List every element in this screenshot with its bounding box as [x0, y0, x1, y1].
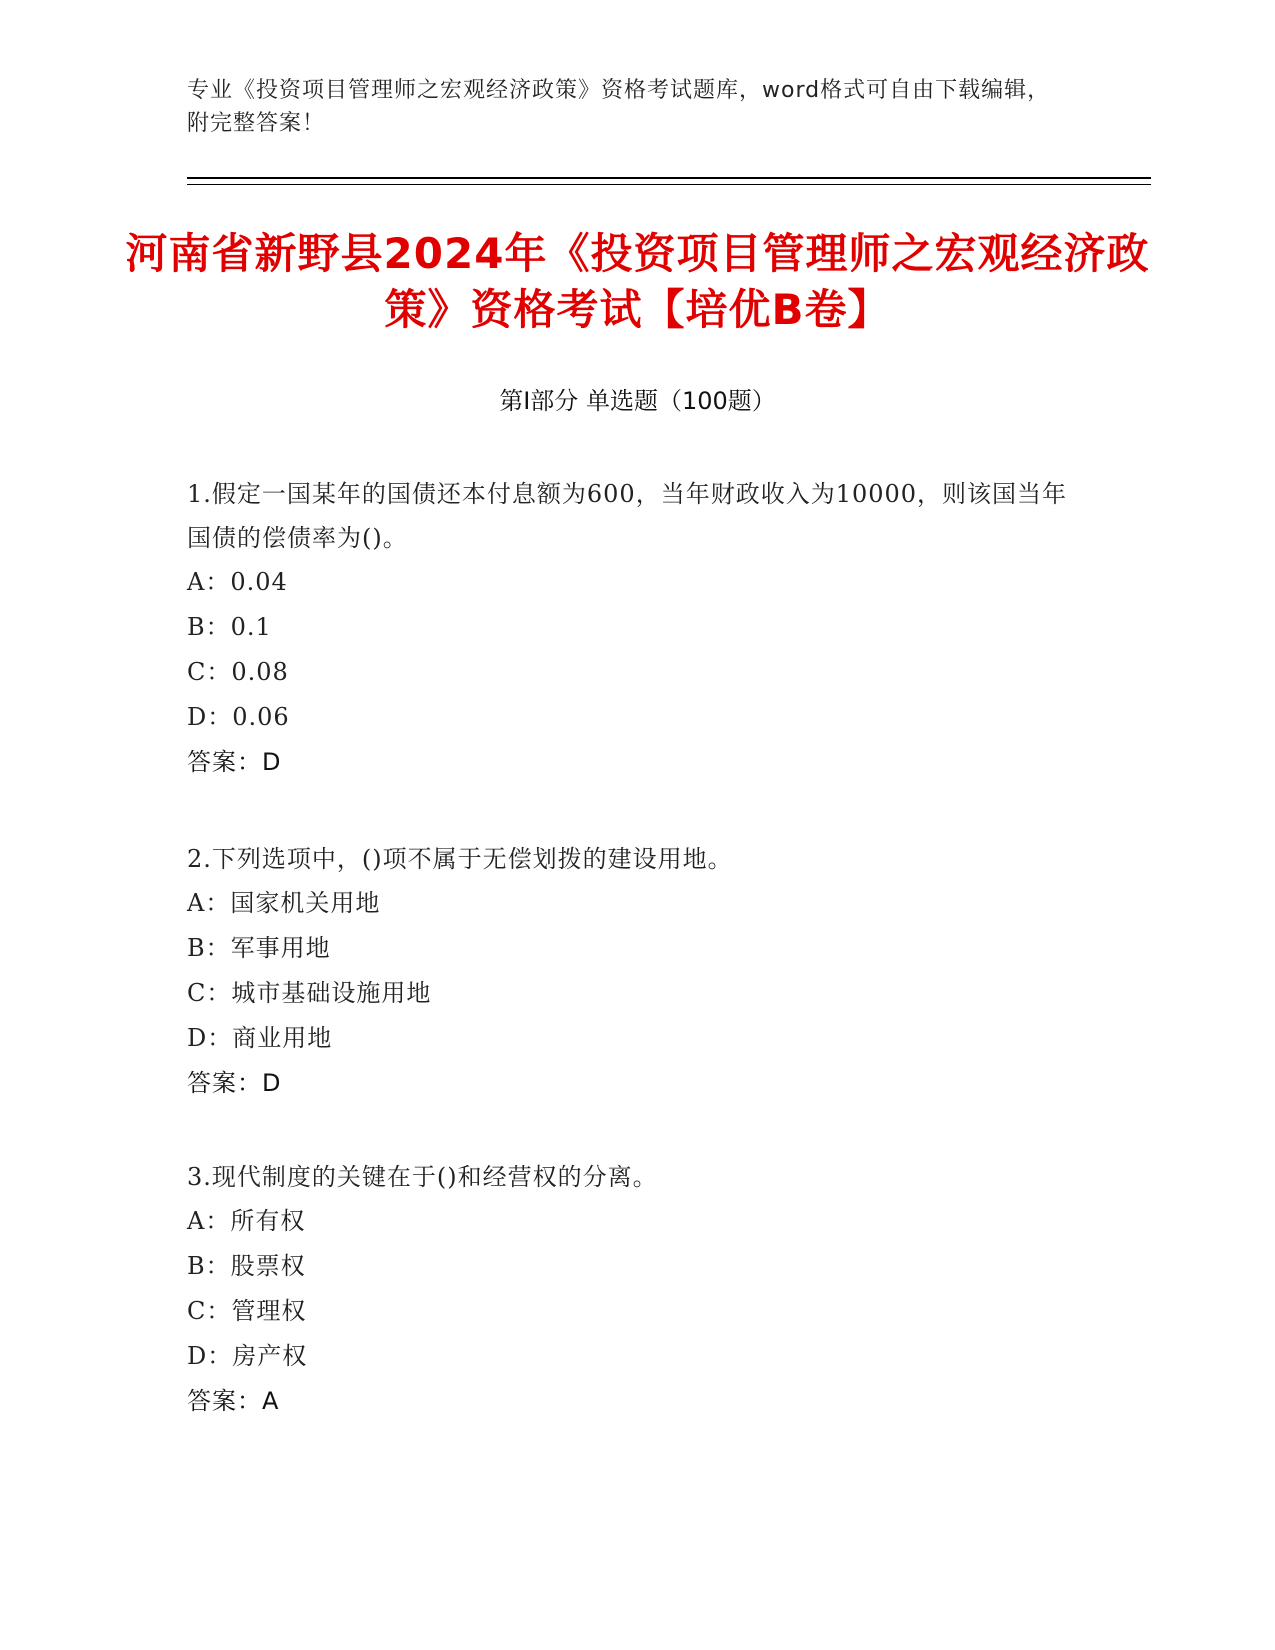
question-item [187, 472, 1087, 785]
option-c: C：0.08 [187, 658, 289, 686]
option-b: B：军事用地 [187, 934, 331, 962]
option-a: A：国家机关用地 [187, 889, 381, 917]
answer-line: 答案：A [187, 1387, 280, 1415]
question-stem: 2.下列选项中，()项不属于无偿划拨的建设用地。 [187, 845, 733, 873]
question-stem: 3.现代制度的关键在于()和经营权的分离。 [187, 1163, 658, 1191]
document-title: 河南省新野县2024年《投资项目管理师之宏观经济政策》资格考试【培优B卷】 [125, 229, 1150, 334]
option-b: B：股票权 [187, 1252, 306, 1280]
option-b: B：0.1 [187, 613, 272, 641]
option-d: D：0.06 [187, 703, 290, 731]
answer-line: 答案：D [187, 1069, 282, 1097]
option-a: A：0.04 [187, 568, 288, 596]
option-c: C：城市基础设施用地 [187, 979, 432, 1007]
question-item [187, 837, 1087, 1106]
header-note: 专业《投资项目管理师之宏观经济政策》资格考试题库，word格式可自由下载编辑，附完整答案！ [187, 78, 1051, 136]
question-item [187, 1155, 1087, 1424]
option-a: A：所有权 [187, 1207, 306, 1235]
header-divider-thin [187, 184, 1151, 185]
question-stem: 1.假定一国某年的国债还本付息额为600，当年财政收入为10000，则该国当年国债的偿债率为()。 [187, 480, 1068, 552]
option-d: D：商业用地 [187, 1024, 333, 1052]
answer-line: 答案：D [187, 748, 282, 776]
header-divider-thick [187, 177, 1151, 179]
option-d: D：房产权 [187, 1342, 308, 1370]
option-c: C：管理权 [187, 1297, 307, 1325]
section-heading: 第Ⅰ部分 单选题（100题） [499, 387, 776, 415]
